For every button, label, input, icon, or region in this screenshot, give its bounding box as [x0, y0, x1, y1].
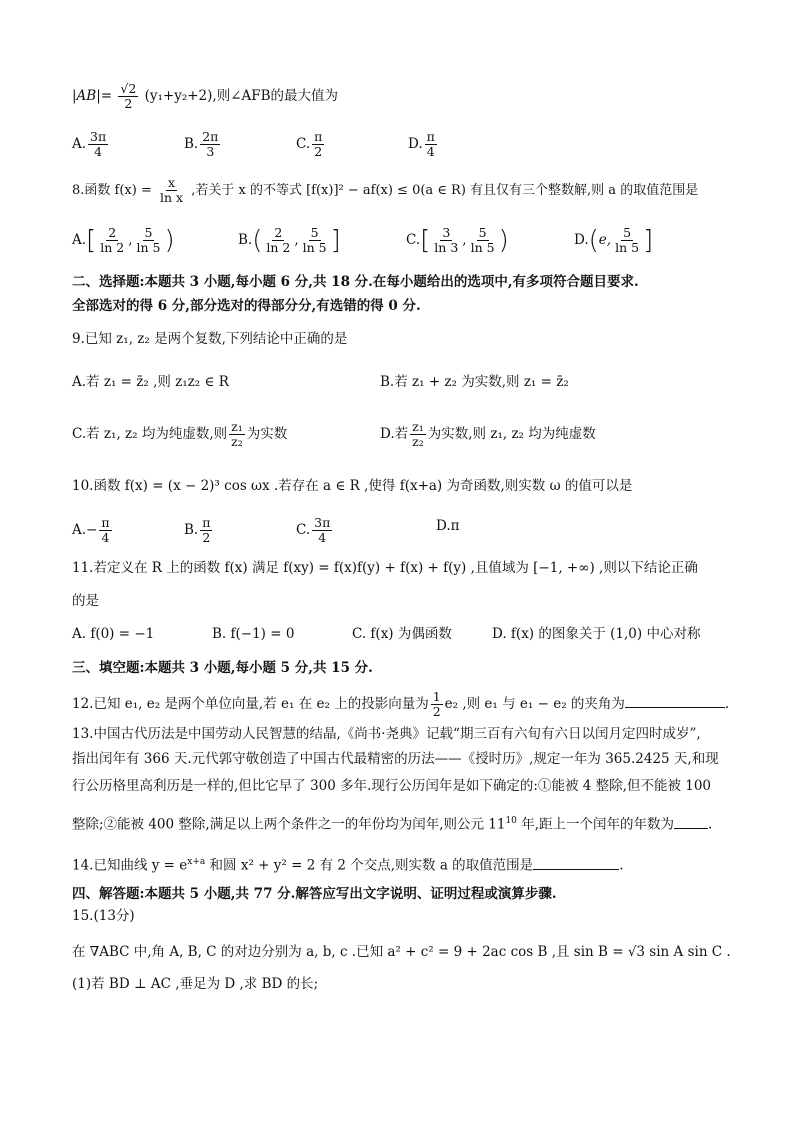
frac-den: 4 — [426, 144, 435, 159]
q13-end: . — [708, 816, 713, 833]
frac-num: π — [426, 129, 435, 144]
section3-heading: 三、填空题:本题共 3 小题,每小题 5 分,共 15 分. — [72, 660, 373, 676]
option-fraction — [312, 516, 332, 545]
frac-den: 3 — [206, 144, 215, 159]
q9-stem: 9.已知 z₁, z₂ 是两个复数,下列结论中正确的是 — [72, 331, 348, 347]
option-label: C. — [296, 136, 311, 152]
frac-num: 5 — [144, 225, 153, 240]
frac-1 — [98, 226, 126, 255]
open-bracket: ( — [252, 225, 263, 256]
option-text: D.若 — [380, 426, 409, 442]
frac-den: ln 2 — [266, 240, 291, 255]
frac-den: 4 — [318, 530, 327, 545]
q15-heading: 15.(13分) — [72, 908, 135, 924]
section2-heading-line1: 二、选择题:本题共 3 小题,每小题 6 分,共 18 分.在每小题给出的选项中,有多项符合题目要求. — [72, 274, 639, 290]
frac-den: ln 5 — [136, 240, 161, 255]
option-fraction — [425, 130, 437, 159]
q7-prefix: |AB|= — [72, 88, 113, 104]
answer-blank[interactable] — [674, 814, 708, 829]
option-text: C.若 z₁, z₂ 均为纯虚数,则 — [72, 426, 228, 442]
option-label: B. — [184, 522, 199, 538]
q11-option-b: B. f(−1) = 0 — [212, 626, 295, 642]
frac-den: ln 5 — [470, 240, 495, 255]
q14-stem — [72, 852, 623, 876]
option-label: A. — [72, 232, 87, 248]
option-label: C. — [296, 522, 311, 538]
q10-option-c — [296, 516, 334, 545]
q7-frac-num: √2 — [120, 81, 137, 96]
q15-line1: 在 ∇ABC 中,角 A, B, C 的对边分别为 a, b, c .已知 a² + c² = 9 + 2ac cos B ,且 sin B = √3 sin A sin C . — [72, 944, 731, 960]
q13-line1: 13.中国古代历法是中国劳动人民智慧的结晶,《尚书·尧典》记载“期三百有六旬有六日以闰月定四时成岁”, — [72, 726, 701, 742]
option-fraction — [312, 130, 324, 159]
q8-prefix: 8.函数 f(x) = — [72, 183, 152, 198]
q14-text: 和圆 x² + y² = 2 有 2 个交点,则实数 a 的取值范围是 — [205, 857, 534, 874]
frac-den: ln x — [160, 190, 184, 205]
frac-num: π — [101, 515, 110, 530]
option-fraction — [410, 420, 426, 449]
frac-den: z₂ — [231, 434, 243, 449]
frac-num: 5 — [623, 225, 632, 240]
q15-line2: (1)若 BD ⊥ AC ,垂足为 D ,求 BD 的长; — [72, 976, 319, 992]
q14-text: 14.已知曲线 y = e — [72, 857, 188, 874]
q8-option-d — [574, 226, 653, 255]
option-label: A. — [72, 136, 87, 152]
q13-text: 年,距上一个闰年的年数为 — [516, 816, 674, 833]
frac-num: x — [168, 175, 176, 190]
frac-num: 3π — [314, 515, 331, 530]
option-fraction — [229, 420, 245, 449]
option-label: C. — [406, 232, 421, 248]
frac-den: 2 — [314, 144, 323, 159]
q13-superscript: 10 — [505, 816, 517, 826]
option-label: D. — [574, 232, 589, 248]
open-bracket: [ — [86, 225, 97, 256]
frac-den: ln 3 — [434, 240, 459, 255]
frac-1 — [264, 226, 292, 255]
frac-den: z₂ — [412, 434, 424, 449]
open-bracket: ( — [588, 225, 599, 256]
open-bracket: [ — [420, 225, 431, 256]
frac-1 — [432, 226, 460, 255]
close-bracket: ) — [498, 225, 509, 256]
close-bracket: ) — [164, 225, 175, 256]
answer-blank[interactable] — [625, 693, 725, 708]
q8-fraction — [158, 176, 185, 205]
option-label: B. — [184, 136, 199, 152]
q11-option-d: D. f(x) 的图象关于 (1,0) 中心对称 — [492, 626, 701, 642]
q12-fraction — [431, 690, 443, 719]
q13-line3: 行公历格里高利历是一样的,但比它早了 300 多年.现行公历闰年是如下确定的:①能被 4 整除,但不能被 100 — [72, 778, 712, 794]
frac-num: 3π — [90, 129, 107, 144]
frac-2 — [134, 226, 162, 255]
frac-num: 3 — [442, 225, 451, 240]
option-text: 为实数,则 z₁, z₂ 均为纯虚数 — [427, 426, 596, 442]
frac-den: 2 — [432, 704, 441, 719]
frac-num: π — [314, 129, 323, 144]
q7-option-b — [184, 130, 222, 159]
option-e: e, — [598, 232, 612, 248]
q12-stem — [72, 690, 729, 719]
option-label: D. — [408, 136, 423, 152]
q14-superscript: x+a — [187, 857, 206, 867]
option-fraction — [200, 516, 212, 545]
close-bracket: ] — [330, 225, 341, 256]
q12-text: 12.已知 e₁, e₂ 是两个单位向量,若 e₁ 在 e₂ 上的投影向量为 — [72, 696, 429, 712]
option-fraction — [88, 130, 108, 159]
q7-option-d — [408, 130, 439, 159]
q10-option-d: D.π — [436, 518, 460, 534]
option-fraction — [200, 130, 220, 159]
frac-num: 1 — [432, 689, 441, 704]
q13-text: 整除;②能被 400 整除,满足以上两个条件之一的年份均为闰年,则公元 11 — [72, 816, 506, 833]
q11-stem-line1: 11.若定义在 R 上的函数 f(x) 满足 f(xy) = f(x)f(y) + f(x) + f(y) ,且值域为 [−1, +∞) ,则以下结论正确 — [72, 560, 698, 576]
q12-end: . — [724, 696, 730, 712]
q7-fraction — [118, 82, 138, 111]
frac-num: 2π — [202, 129, 219, 144]
frac-num: 2 — [274, 225, 283, 240]
frac-num: π — [202, 515, 211, 530]
q10-stem: 10.函数 f(x) = (x − 2)³ cos ωx .若存在 a ∈ R ,使得 f(x+a) 为奇函数,则实数 ω 的值可以是 — [72, 478, 633, 494]
frac-2 — [469, 226, 497, 255]
frac-den: ln 5 — [615, 240, 640, 255]
q11-option-c: C. f(x) 为偶函数 — [352, 626, 452, 642]
q8-option-b: B.( $\frac{2}{\ln 2}$ , $\frac{5}{\ln 5}$ ] — [238, 225, 341, 256]
q10-option-a — [72, 516, 114, 545]
frac-num: z₁ — [231, 419, 243, 434]
frac-den: 4 — [101, 530, 110, 545]
close-bracket: ] — [643, 225, 654, 256]
q7-rest: (y₁+y₂+2),则∠AFB的最大值为 — [144, 88, 339, 104]
frac-den: 2 — [202, 530, 211, 545]
q7-frac-den: 2 — [124, 96, 133, 111]
frac-den: ln 2 — [100, 240, 125, 255]
q11-option-a: A. f(0) = −1 — [72, 626, 155, 642]
q10-option-b — [184, 516, 214, 545]
option-label: B. — [238, 232, 253, 248]
q7-option-a — [72, 130, 110, 159]
option-fraction — [99, 516, 111, 545]
frac-num: z₁ — [412, 419, 424, 434]
option-sign: − — [86, 522, 98, 538]
q9-option-b: B.若 z₁ + z₂ 为实数,则 z₁ = z̄₂ — [380, 374, 569, 390]
section4-heading: 四、解答题:本题共 5 小题,共 77 分.解答应写出文字说明、证明过程或演算步骤. — [72, 886, 557, 902]
q7-option-c — [296, 130, 326, 159]
frac-den: ln 5 — [302, 240, 327, 255]
frac-2 — [613, 226, 641, 255]
answer-blank[interactable] — [533, 855, 619, 870]
q9-option-c — [72, 420, 287, 449]
q13-line2: 指出闰年有 366 天.元代郭守敬创造了中国古代最精密的历法——《授时历》,规定一年为 365.2425 天,和现 — [72, 751, 719, 767]
q11-stem-line2: 的是 — [72, 593, 99, 609]
option-label: A. — [72, 522, 87, 538]
q13-line4 — [72, 811, 712, 835]
frac-den: 4 — [94, 144, 103, 159]
q14-end: . — [619, 857, 624, 874]
option-text: 为实数 — [246, 426, 288, 442]
section2-heading-line2: 全部选对的得 6 分,部分选对的得部分分,有选错的得 0 分. — [72, 298, 421, 314]
q8-rest: ,若关于 x 的不等式 [f(x)]² − af(x) ≤ 0(a ∈ R) 有且仅有三个整数解,则 a 的取值范围是 — [191, 183, 699, 198]
frac-num: 5 — [478, 225, 487, 240]
q7-stem-tail — [72, 82, 338, 111]
q9-option-a: A.若 z₁ = z̄₂ ,则 z₁z₂ ∈ R — [72, 374, 229, 390]
frac-2 — [301, 226, 329, 255]
q8-stem — [72, 176, 698, 205]
q8-option-a: A.[ $\frac{2}{\ln 2}$ , $\frac{5}{\ln 5}$ ) — [72, 225, 175, 256]
q12-text: e₂ ,则 e₁ 与 e₁ − e₂ 的夹角为 — [444, 696, 625, 712]
q8-option-c: C.[ $\frac{3}{\ln 3}$ , $\frac{5}{\ln 5}$ ) — [406, 225, 509, 256]
q9-option-d — [380, 420, 596, 449]
frac-num: 2 — [108, 225, 117, 240]
frac-num: 5 — [310, 225, 319, 240]
